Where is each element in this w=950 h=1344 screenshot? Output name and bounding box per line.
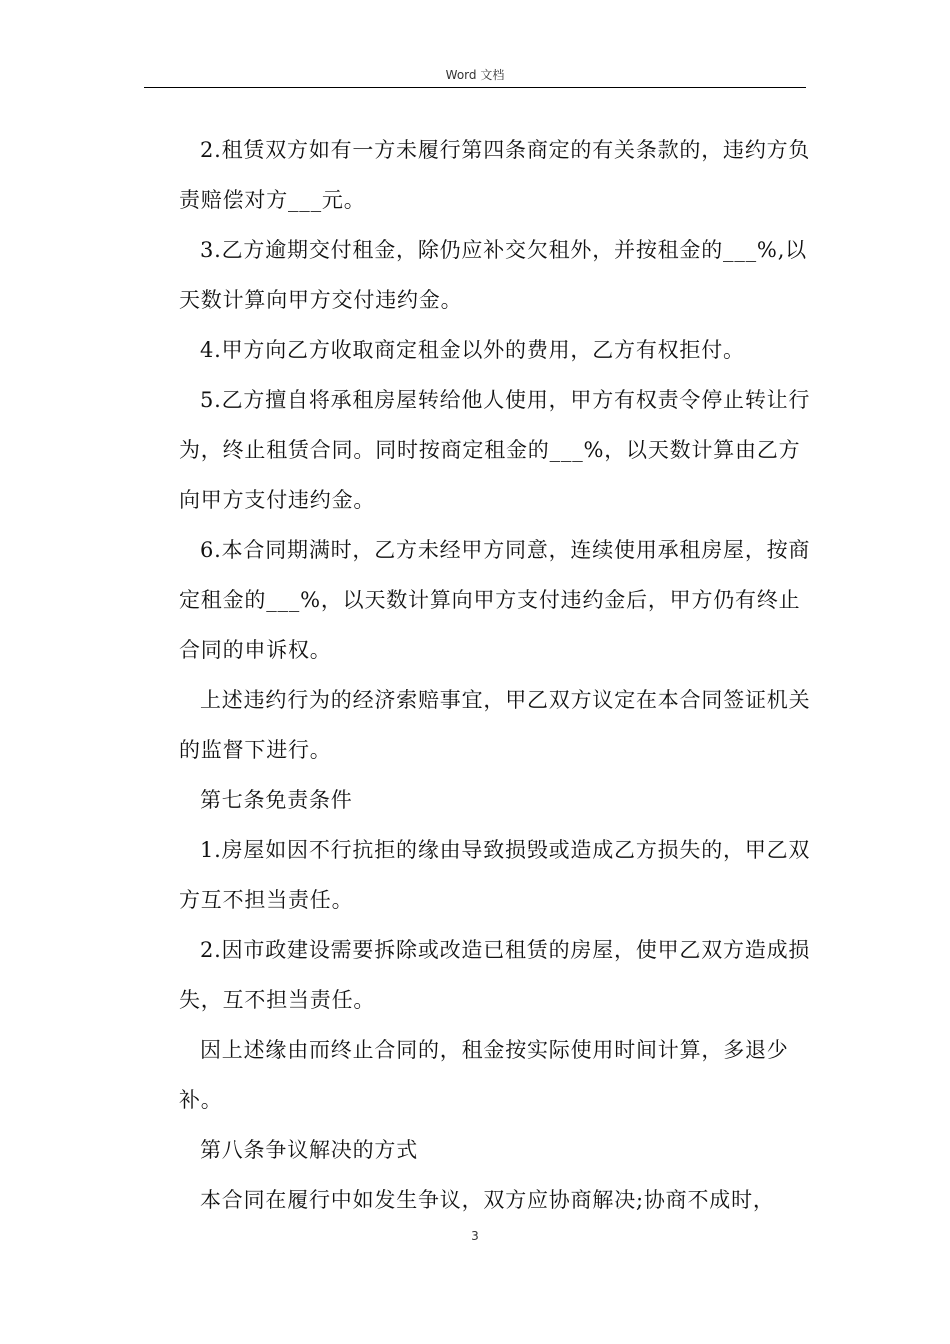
- dispute-resolution-paragraph: 本合同在履行中如发生争议，双方应协商解决;协商不成时，: [200, 1188, 775, 1212]
- header-divider: [144, 87, 806, 88]
- exemption-1-paragraph: 1.房屋如因不行抗拒的缘由导致损毁或造成乙方损失的，甲乙双方互不担当责任。: [179, 838, 811, 912]
- liability-summary-paragraph: 上述违约行为的经济索赔事宜，甲乙双方议定在本合同签证机关的监督下进行。: [179, 688, 811, 762]
- page-number: 3: [471, 1229, 479, 1243]
- clause-2-paragraph: 2.租赁双方如有一方未履行第四条商定的有关条款的，违约方负责赔偿对方___元。: [179, 138, 811, 212]
- clause-4-paragraph: 4.甲方向乙方收取商定租金以外的费用，乙方有权拒付。: [200, 338, 745, 362]
- rent-settlement-paragraph: 因上述缘由而终止合同的，租金按实际使用时间计算，多退少补。: [179, 1038, 789, 1112]
- article-8-heading: 第八条争议解决的方式: [200, 1138, 418, 1162]
- clause-3-paragraph: 3.乙方逾期交付租金，除仍应补交欠租外，并按租金的___%,以天数计算向甲方交付违约金。: [179, 238, 807, 312]
- article-7-heading: 第七条免责条件: [200, 788, 353, 812]
- clause-6-paragraph: 6.本合同期满时，乙方未经甲方同意，连续使用承租房屋，按商定租金的___%，以天数计算向甲方支付违约金后，甲方仍有终止合同的申诉权。: [179, 538, 811, 662]
- document-body: [179, 125, 811, 1225]
- exemption-2-paragraph: 2.因市政建设需要拆除或改造已租赁的房屋，使甲乙双方造成损失，互不担当责任。: [179, 938, 811, 1012]
- clause-5-paragraph: 5.乙方擅自将承租房屋转给他人使用，甲方有权责令停止转让行为，终止租赁合同。同时按商定租金的___%，以天数计算由乙方向甲方支付违约金。: [179, 388, 811, 512]
- header-label: Word 文档: [445, 68, 505, 82]
